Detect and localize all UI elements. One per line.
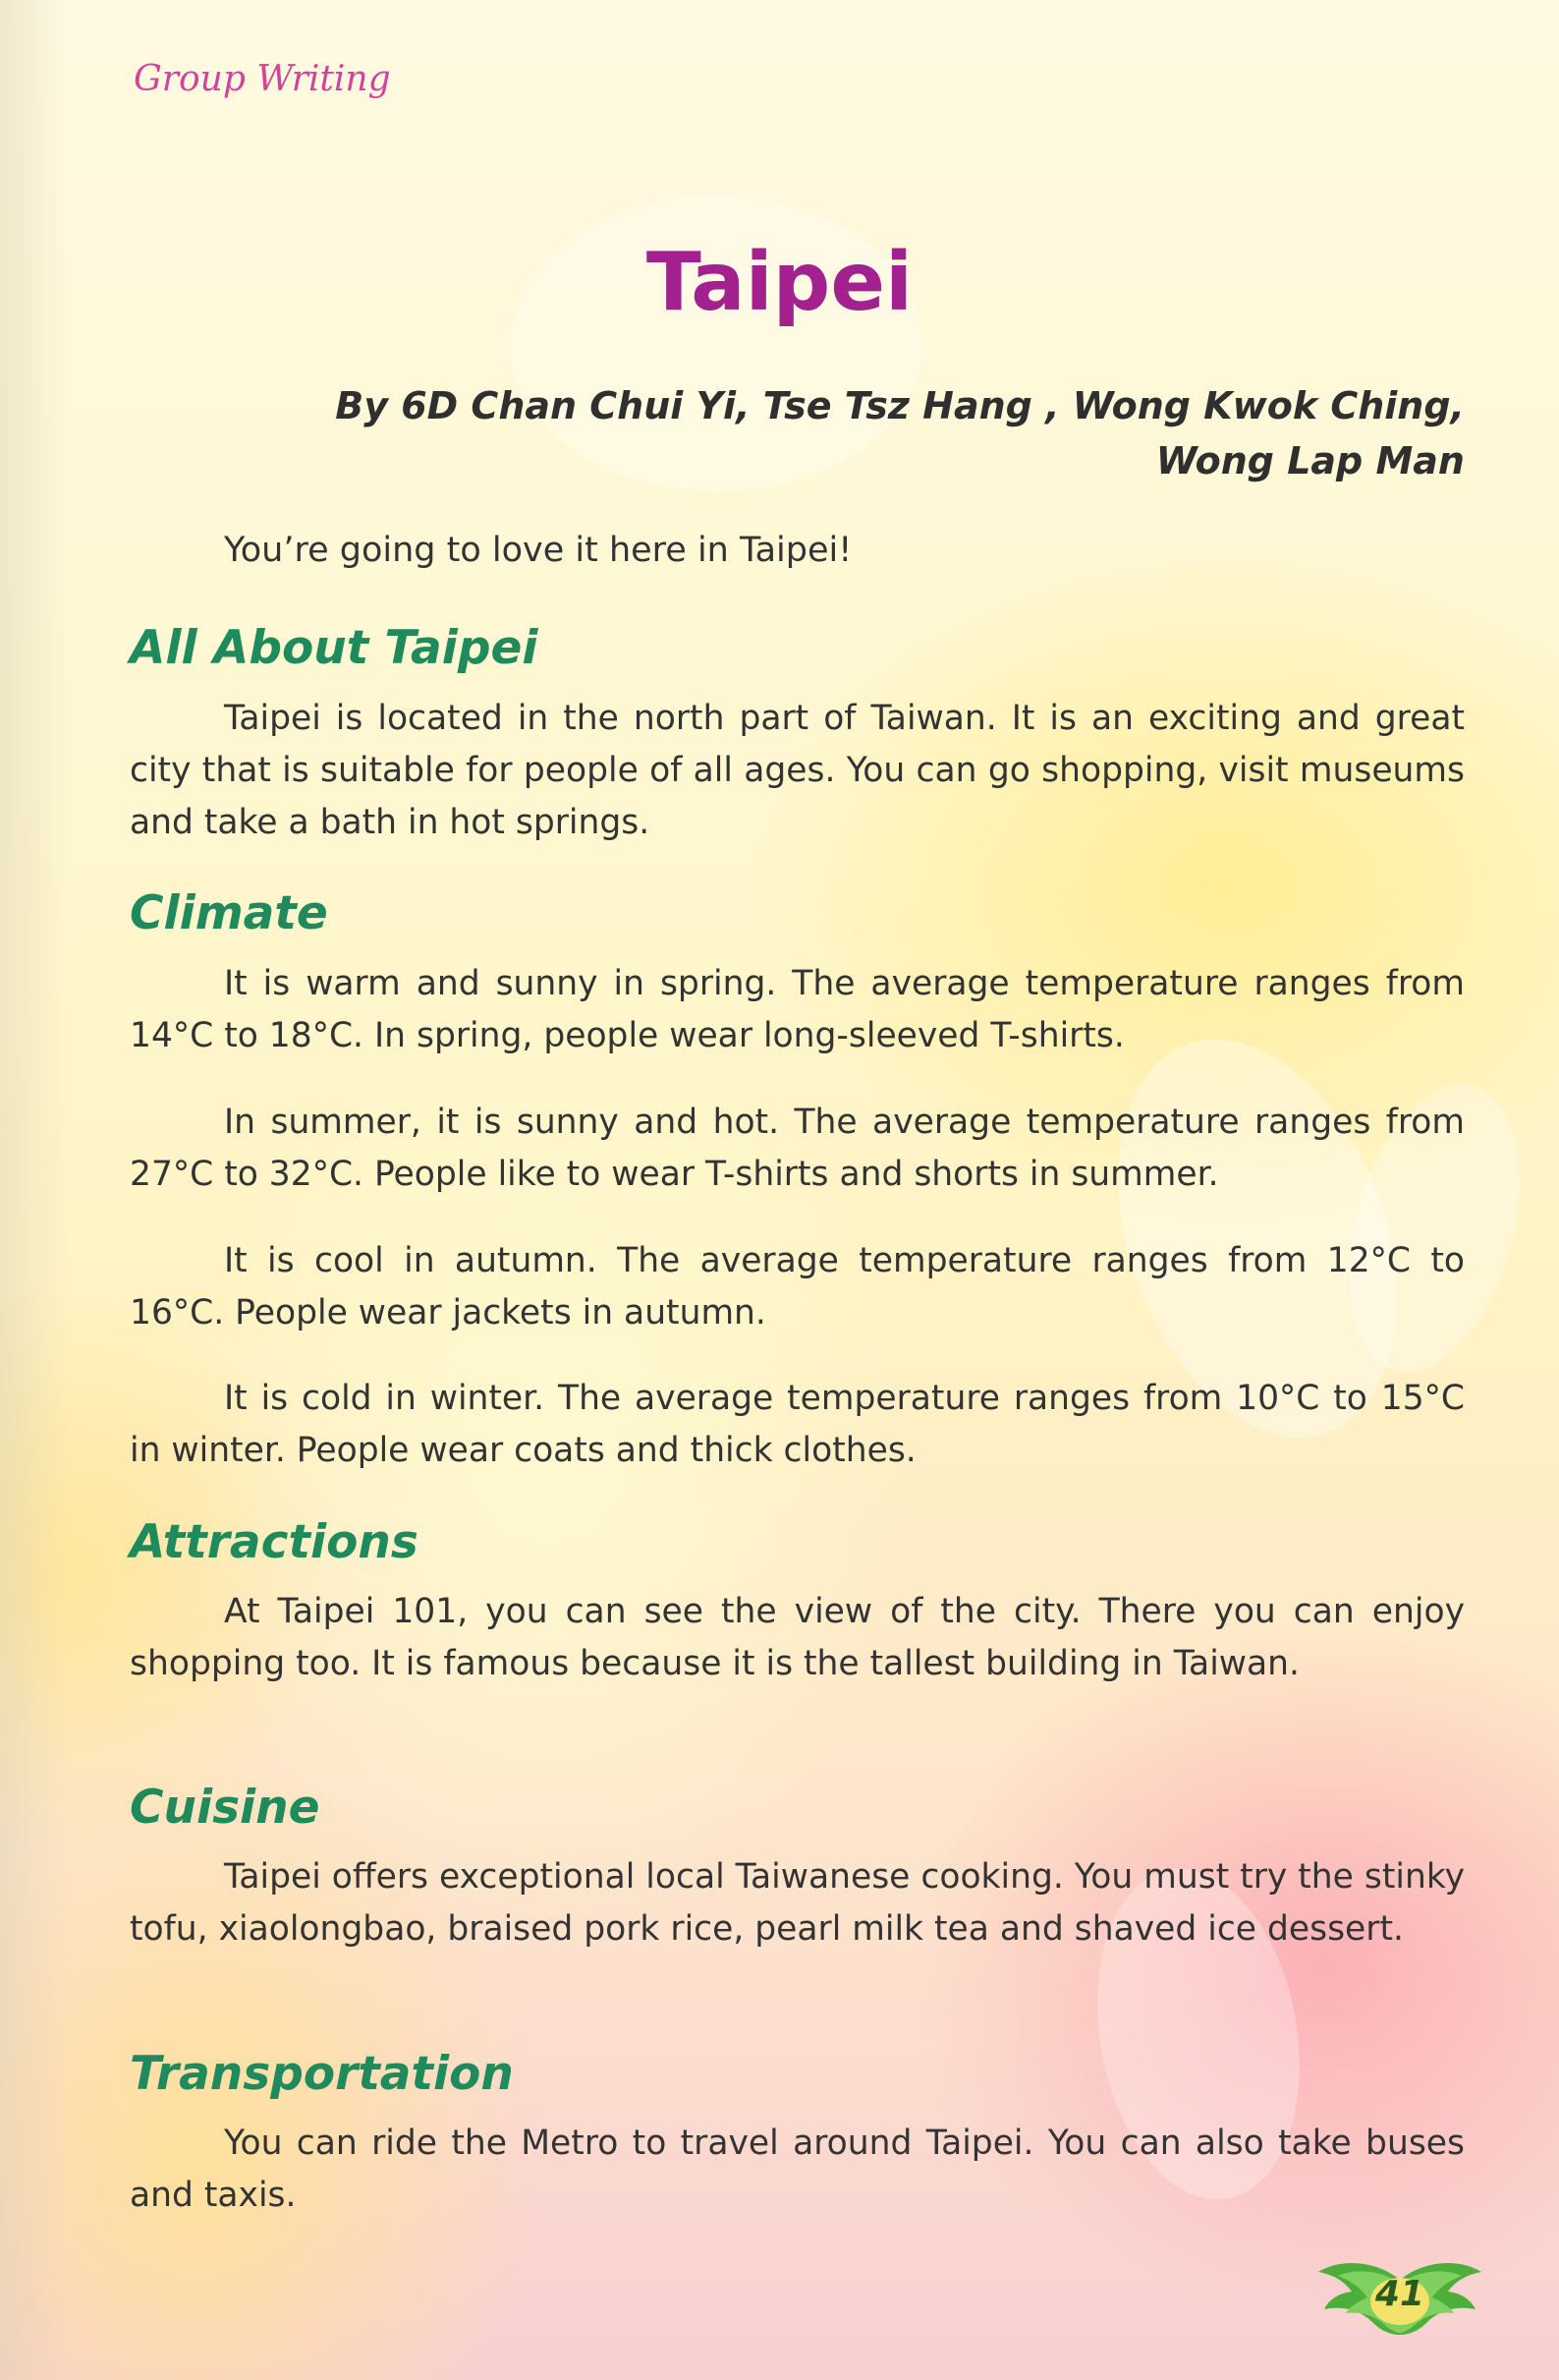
byline-authors-line2: Wong Lap Man <box>1155 439 1465 482</box>
heading-climate: Climate <box>130 886 328 940</box>
heading-transportation: Transportation <box>130 2047 514 2101</box>
byline-authors-line1: By 6D Chan Chui Yi, Tse Tsz Hang , Wong Kwok Ching, <box>335 384 1465 427</box>
paragraph-cuisine: Taipei offers exceptional local Taiwanese cooking. You must try the stinky tofu, xiaolongbao, braised pork rice, pearl milk tea and shaved ice dessert. <box>130 1857 1465 1949</box>
paragraph-transportation: You can ride the Metro to travel around Taipei. You can also take buses and taxis. <box>130 2124 1465 2215</box>
paragraph-climate-autumn: It is cool in autumn. The average temperature ranges from 12°C to 16°C. People wear jackets in autumn. <box>130 1241 1465 1332</box>
heading-all-about-taipei: All About Taipei <box>130 621 538 675</box>
paragraph-climate-winter: It is cold in winter. The average temperature ranges from 10°C to 15°C in winter. People wear coats and thick clothes. <box>130 1379 1465 1470</box>
paragraph-climate-spring: It is warm and sunny in spring. The average temperature ranges from 14°C to 18°C. In spring, people wear long-sleeved T-shirts. <box>130 964 1465 1055</box>
paragraph-climate-summer: In summer, it is sunny and hot. The average temperature ranges from 27°C to 32°C. People like to wear T-shirts and shorts in summer. <box>130 1103 1465 1194</box>
page-gutter-shadow <box>0 0 69 2380</box>
intro-text: You’re going to love it here in Taipei! <box>224 531 853 570</box>
heading-cuisine: Cuisine <box>130 1781 320 1835</box>
paragraph-attractions: At Taipei 101, you can see the view of the city. There you can enjoy shopping too. It is famous because it is the tallest building in Taiwan. <box>130 1592 1465 1683</box>
paragraph-about: Taipei is located in the north part of Taiwan. It is an exciting and great city that is suitable for people of all ages. You can go shopping, visit museums and take a bath in hot springs. <box>130 699 1465 842</box>
page-title: Taipei <box>645 236 914 329</box>
byline <box>286 378 1465 488</box>
section-label: Group Writing <box>134 59 391 99</box>
heading-attractions: Attractions <box>130 1515 418 1569</box>
page-number-badge <box>1316 2250 1483 2345</box>
page-number: 41 <box>1374 2274 1425 2314</box>
